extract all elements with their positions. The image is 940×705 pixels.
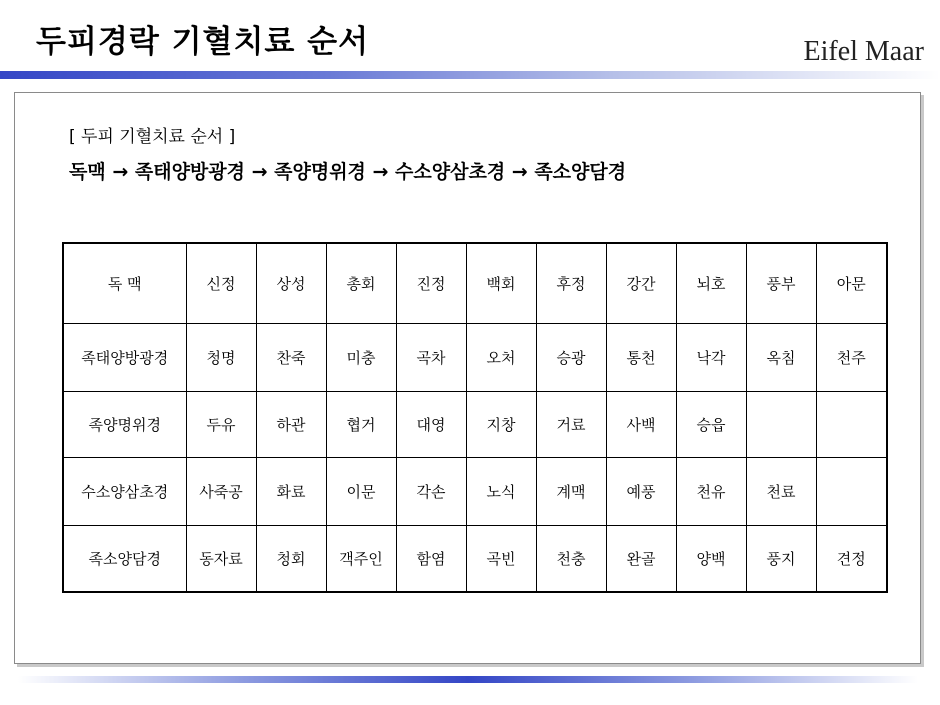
acupoint-cell: 오처 — [466, 323, 536, 391]
acupoint-cell: 예풍 — [606, 457, 676, 525]
acupoint-cell: 총회 — [326, 243, 396, 323]
table-row — [63, 457, 887, 525]
acupoint-cell: 각손 — [396, 457, 466, 525]
acupoint-cell: 청회 — [256, 525, 326, 592]
acupoint-cell: 협거 — [326, 391, 396, 457]
meridian-name-cell: 족소양담경 — [63, 525, 186, 592]
acupoint-cell: 아문 — [816, 243, 887, 323]
acupoint-cell: 천주 — [816, 323, 887, 391]
table-row — [63, 323, 887, 391]
acupoint-cell: 백회 — [466, 243, 536, 323]
acupoint-table — [62, 242, 888, 593]
table-row — [63, 525, 887, 592]
acupoint-cell: 승읍 — [676, 391, 746, 457]
acupoint-cell: 뇌호 — [676, 243, 746, 323]
acupoint-cell: 풍지 — [746, 525, 816, 592]
acupoint-cell: 두유 — [186, 391, 256, 457]
acupoint-cell: 양백 — [676, 525, 746, 592]
acupoint-cell: 천유 — [676, 457, 746, 525]
footer-bar — [18, 676, 918, 683]
acupoint-cell: 대영 — [396, 391, 466, 457]
acupoint-cell — [746, 391, 816, 457]
page-title: 두피경락 기혈치료 순서 — [36, 24, 370, 60]
acupoint-cell: 곡차 — [396, 323, 466, 391]
section-heading: [ 두피 기혈치료 순서 ] — [69, 127, 236, 147]
brand-logo-text: Eifel Maar — [803, 36, 924, 67]
acupoint-cell: 지창 — [466, 391, 536, 457]
acupoint-cell: 미충 — [326, 323, 396, 391]
title-underline-bar — [0, 71, 940, 79]
acupoint-cell: 화료 — [256, 457, 326, 525]
acupoint-cell: 통천 — [606, 323, 676, 391]
meridian-name-cell: 수소양삼초경 — [63, 457, 186, 525]
acupoint-cell — [816, 457, 887, 525]
acupoint-cell: 계맥 — [536, 457, 606, 525]
acupoint-cell: 천료 — [746, 457, 816, 525]
acupoint-cell: 후정 — [536, 243, 606, 323]
meridian-name-cell: 족태양방광경 — [63, 323, 186, 391]
acupoint-cell: 거료 — [536, 391, 606, 457]
acupoint-cell: 상성 — [256, 243, 326, 323]
acupoint-cell: 완골 — [606, 525, 676, 592]
content-box — [14, 92, 921, 664]
table-row — [63, 391, 887, 457]
meridian-name-cell: 족양명위경 — [63, 391, 186, 457]
acupoint-cell: 노식 — [466, 457, 536, 525]
acupoint-cell — [816, 391, 887, 457]
acupoint-cell: 진정 — [396, 243, 466, 323]
acupoint-cell: 사백 — [606, 391, 676, 457]
treatment-sequence: 독맥 → 족태양방광경 → 족양명위경 → 수소양삼초경 → 족소양담경 — [69, 161, 627, 183]
table-row — [63, 243, 887, 323]
acupoint-cell: 풍부 — [746, 243, 816, 323]
acupoint-cell: 옥침 — [746, 323, 816, 391]
acupoint-cell: 천충 — [536, 525, 606, 592]
acupoint-cell: 승광 — [536, 323, 606, 391]
acupoint-cell: 찬죽 — [256, 323, 326, 391]
acupoint-cell: 객주인 — [326, 525, 396, 592]
acupoint-cell: 낙각 — [676, 323, 746, 391]
acupoint-cell: 하관 — [256, 391, 326, 457]
meridian-name-cell: 독 맥 — [63, 243, 186, 323]
acupoint-cell: 동자료 — [186, 525, 256, 592]
acupoint-cell: 사죽공 — [186, 457, 256, 525]
acupoint-cell: 청명 — [186, 323, 256, 391]
acupoint-cell: 곡빈 — [466, 525, 536, 592]
acupoint-cell: 신정 — [186, 243, 256, 323]
acupoint-cell: 강간 — [606, 243, 676, 323]
acupoint-cell: 이문 — [326, 457, 396, 525]
acupoint-cell: 함염 — [396, 525, 466, 592]
acupoint-cell: 견정 — [816, 525, 887, 592]
